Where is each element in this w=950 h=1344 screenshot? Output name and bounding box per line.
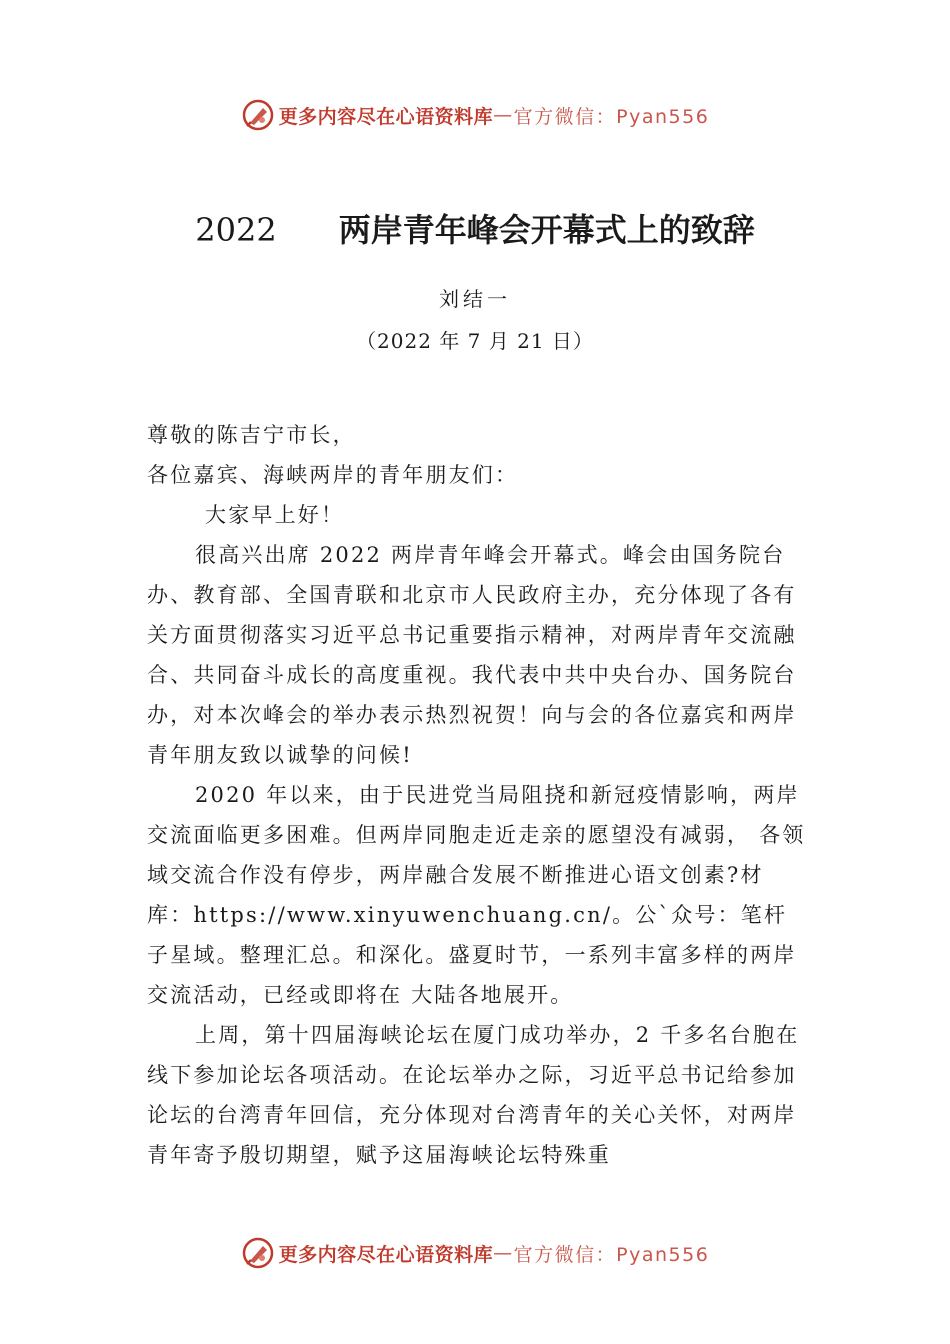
watermark-wechat: 官方微信：Pyan556 (513, 105, 710, 128)
title-text: 两岸青年峰会开幕式上的致辞 (338, 211, 755, 249)
watermark-wechat: 官方微信：Pyan556 (513, 1243, 710, 1266)
pen-nib-logo-icon (241, 1236, 275, 1270)
speech-body (147, 415, 807, 1175)
author: 刘结一 (439, 287, 511, 311)
watermark-banner-bottom (0, 1233, 950, 1273)
watermark-brand: 更多内容尽在心语资料库 (278, 1243, 494, 1266)
watermark-banner-top (0, 95, 950, 135)
speech-date: （2022 年 7 月 21 日） (356, 329, 594, 353)
watermark-separator: — (493, 104, 514, 126)
watermark-separator: — (493, 1242, 514, 1264)
salutation-line-2: 各位嘉宾、海峡两岸的青年朋友们： (147, 463, 519, 487)
paragraph-1: 很高兴出席 2022 两岸青年峰会开幕式。峰会由国务院台办、教育部、全国青联和北京市人民政府主办，充分体现了各有关方面贯彻落实习近平总书记重要指示精神，对两岸青年交流融合、共同奋斗成长的高度重视。我代表中共中央台办、国务院台办，对本次峰会的举办表示热烈祝贺！向与会的各位嘉宾和两岸青年朋友致以诚挚的问候! (147, 543, 797, 767)
document-title (0, 205, 950, 251)
salutation-line-1: 尊敬的陈吉宁市长， (147, 423, 356, 447)
paragraph-3: 上周，第十四届海峡论坛在厦门成功举办，2 千多名台胞在线下参加论坛各项活动。在论坛举办之际，习近平总书记给参加论坛的台湾青年回信，充分体现对台湾青年的关心关怀，对两岸青年寄予殷切期望，赋予这届海峡论坛特殊重 (147, 1023, 800, 1167)
title-year: 2022 (195, 211, 277, 249)
paragraph-2: 2020 年以来，由于民进党当局阻挠和新冠疫情影响，两岸交流面临更多困难。但两岸同胞走近走亲的愿望没有减弱， 各领域交流合作没有停步，两岸融合发展不断推进心语文创素?材库：https://www.xinyuwenchuang.cn/。公`众号：笔杆子星域。整理汇总。和深化。盛夏时节，一系列丰富多样的两岸交流活动，已经或即将在 大陆各地展开。 (147, 783, 806, 1007)
greeting: 大家早上好！ (205, 503, 345, 527)
watermark-brand: 更多内容尽在心语资料库 (278, 105, 494, 128)
pen-nib-logo-icon (241, 98, 275, 132)
